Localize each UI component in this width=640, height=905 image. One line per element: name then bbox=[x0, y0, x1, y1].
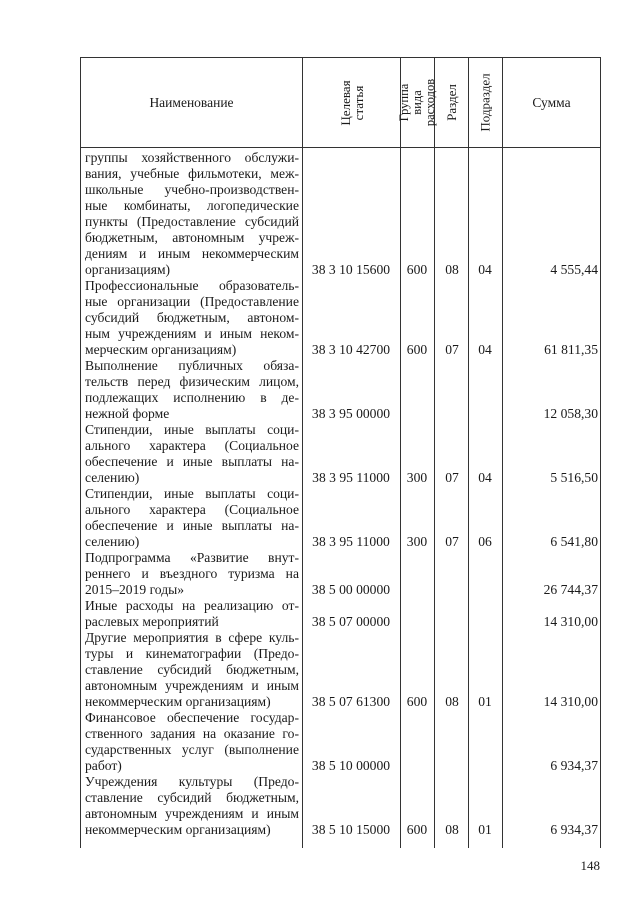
row-name bbox=[85, 150, 299, 278]
table-row bbox=[81, 774, 600, 838]
row-amount: 5 516,50 bbox=[550, 470, 598, 485]
row-expense-group: 300 bbox=[406, 470, 428, 485]
row-name-line: организациям) bbox=[85, 262, 171, 277]
row-section: 08 bbox=[445, 822, 459, 837]
row-name-line: 2015–2019 годы» bbox=[85, 582, 185, 597]
header-amount-text: Сумма bbox=[532, 94, 571, 110]
row-name-line: работ) bbox=[85, 758, 122, 773]
row-expense-group: 600 bbox=[406, 694, 428, 709]
row-name bbox=[85, 486, 299, 550]
header-name-text: Наименование bbox=[149, 94, 234, 110]
row-name-line: тельств перед физическим лицом, bbox=[85, 374, 299, 389]
row-name-line: туры и кинематографии (Предо- bbox=[85, 646, 299, 661]
row-name-line: некоммерческим организациям) bbox=[85, 694, 271, 709]
row-subsection: 04 bbox=[478, 342, 492, 357]
row-subsection: 01 bbox=[478, 694, 492, 709]
row-code: 38 3 95 11000 bbox=[312, 470, 390, 485]
table-row bbox=[81, 710, 600, 774]
header-section bbox=[435, 58, 468, 147]
table-row bbox=[81, 598, 600, 630]
row-name-line: группы хозяйственного обслужи- bbox=[85, 150, 299, 165]
row-section: 07 bbox=[445, 342, 459, 357]
row-name bbox=[85, 630, 299, 710]
row-amount: 6 934,37 bbox=[550, 822, 598, 837]
row-name-line: подлежащих исполнению в де- bbox=[85, 390, 299, 405]
row-subsection: 01 bbox=[478, 822, 492, 837]
row-name-line: Подпрограмма «Развитие внут- bbox=[85, 550, 299, 565]
row-subsection: 04 bbox=[478, 262, 492, 277]
row-section: 08 bbox=[445, 262, 459, 277]
row-name-line: ным учреждениям и иным неком- bbox=[85, 326, 299, 341]
row-name-line: некоммерческим организациям) bbox=[85, 822, 271, 837]
table-row bbox=[81, 550, 600, 598]
row-name-line: ставление субсидий бюджетным, bbox=[85, 790, 299, 805]
row-name-line: Стипендии, иные выплаты соци- bbox=[85, 422, 299, 437]
table-row bbox=[81, 358, 600, 422]
row-name bbox=[85, 422, 299, 486]
page-number: 148 bbox=[580, 858, 600, 873]
header-target-item bbox=[303, 58, 400, 147]
row-subsection: 06 bbox=[478, 534, 492, 549]
header-target-item-text: Целевая статья bbox=[337, 79, 366, 126]
row-name-line: Учреждения культуры (Предо- bbox=[85, 774, 299, 789]
row-amount: 6 541,80 bbox=[550, 534, 598, 549]
row-name-line: обеспечение и иные выплаты на- bbox=[85, 518, 299, 533]
row-name-line: автономным учреждениям и иным bbox=[85, 806, 299, 821]
row-section: 07 bbox=[445, 534, 459, 549]
row-name bbox=[85, 598, 299, 630]
row-amount: 12 058,30 bbox=[543, 406, 598, 421]
row-name-line: мерческим организациям) bbox=[85, 342, 237, 357]
row-name-line: ставление субсидий бюджетным, bbox=[85, 662, 299, 677]
row-expense-group: 300 bbox=[406, 534, 428, 549]
row-amount: 4 555,44 bbox=[550, 262, 598, 277]
row-name-line: обеспечение и иные выплаты на- bbox=[85, 454, 299, 469]
row-name-line: нежной форме bbox=[85, 406, 170, 421]
row-expense-group: 600 bbox=[406, 822, 428, 837]
row-amount: 26 744,37 bbox=[543, 582, 598, 597]
row-name-line: селению) bbox=[85, 534, 140, 549]
row-code: 38 5 00 00000 bbox=[311, 582, 391, 597]
row-expense-group: 600 bbox=[406, 262, 428, 277]
row-name-line: ственного задания на оказание го- bbox=[85, 726, 299, 741]
row-name-line: Профессиональные образователь- bbox=[85, 278, 299, 293]
row-name-line: Выполнение публичных обяза- bbox=[85, 358, 299, 373]
row-name-line: селению) bbox=[85, 470, 140, 485]
table-row bbox=[81, 150, 600, 278]
header-section-text: Раздел bbox=[444, 84, 459, 121]
row-name-line: Другие мероприятия в сфере куль- bbox=[85, 630, 299, 645]
row-section: 07 bbox=[445, 470, 459, 485]
row-name-line: ные комбинаты, логопедические bbox=[85, 198, 299, 213]
row-name bbox=[85, 278, 299, 358]
row-name-line: ального характера (Социальное bbox=[85, 438, 299, 453]
row-code: 38 3 95 11000 bbox=[312, 534, 390, 549]
row-name-line: вания, учебные фильмотеки, меж- bbox=[85, 166, 299, 181]
table-row bbox=[81, 278, 600, 358]
row-name-line: ального характера (Социальное bbox=[85, 502, 299, 517]
row-name-line: субсидий бюджетным, автоном- bbox=[85, 310, 299, 325]
row-name-line: раслевых мероприятий bbox=[85, 614, 219, 629]
row-name-line: автономным учреждениям и иным bbox=[85, 678, 299, 693]
row-name bbox=[85, 550, 299, 598]
header-amount bbox=[503, 58, 600, 147]
row-name-line: ные организации (Предоставление bbox=[85, 294, 299, 309]
row-code: 38 5 10 00000 bbox=[311, 758, 391, 773]
row-name-line: школьные учебно-производствен- bbox=[85, 182, 299, 197]
row-name-line: дениям и иным некоммерческим bbox=[85, 246, 299, 261]
header-expense-group bbox=[397, 58, 438, 147]
row-amount: 14 310,00 bbox=[543, 614, 598, 629]
header-name bbox=[81, 58, 302, 147]
row-code: 38 5 10 15000 bbox=[311, 822, 391, 837]
row-name bbox=[85, 358, 299, 422]
row-name-line: реннего и въездного туризма на bbox=[85, 566, 299, 581]
row-amount: 14 310,00 bbox=[543, 694, 598, 709]
row-amount: 61 811,35 bbox=[544, 342, 598, 357]
table-row bbox=[81, 422, 600, 486]
row-code: 38 3 95 00000 bbox=[311, 406, 391, 421]
row-name bbox=[85, 710, 299, 774]
row-amount: 6 934,37 bbox=[550, 758, 598, 773]
row-code: 38 3 10 15600 bbox=[311, 262, 391, 277]
header-expense-group-text: Группа вида расходов bbox=[397, 78, 438, 127]
header-subsection-text: Подраздел bbox=[478, 73, 494, 132]
header-divider bbox=[81, 147, 600, 148]
row-name bbox=[85, 774, 299, 838]
row-subsection: 04 bbox=[478, 470, 492, 485]
row-code: 38 5 07 61300 bbox=[311, 694, 391, 709]
row-name-line: бюджетным, автономным учреж- bbox=[85, 230, 299, 245]
row-code: 38 3 10 42700 bbox=[311, 342, 391, 357]
row-name-line: Финансовое обеспечение государ- bbox=[85, 710, 299, 725]
row-name-line: Стипендии, иные выплаты соци- bbox=[85, 486, 299, 501]
header-subsection bbox=[469, 58, 502, 147]
row-name-line: пункты (Предоставление субсидий bbox=[85, 214, 299, 229]
row-expense-group: 600 bbox=[406, 342, 428, 357]
row-name-line: Иные расходы на реализацию от- bbox=[85, 598, 299, 613]
table-row bbox=[81, 486, 600, 550]
row-name-line: сударственных услуг (выполнение bbox=[85, 742, 299, 757]
budget-table bbox=[80, 57, 601, 848]
row-code: 38 5 07 00000 bbox=[311, 614, 391, 629]
row-section: 08 bbox=[445, 694, 459, 709]
table-row bbox=[81, 630, 600, 710]
